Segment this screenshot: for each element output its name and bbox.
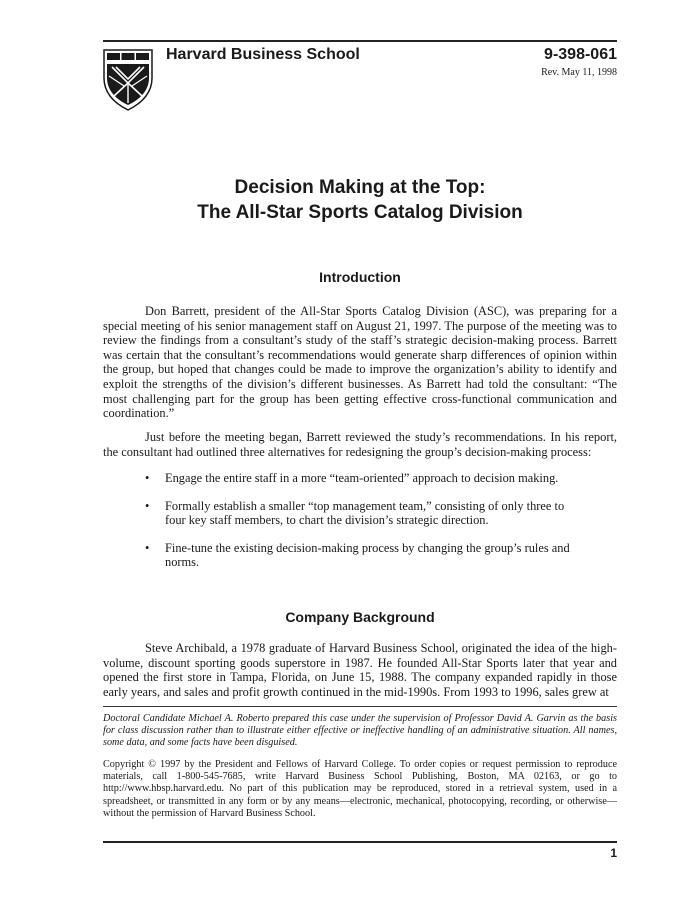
case-title-line-2: The All-Star Sports Catalog Division — [197, 202, 523, 223]
introduction-heading: Introduction — [319, 269, 401, 285]
list-item-text: Engage the entire staff in a more “team-oriented” approach to decision making. — [165, 471, 559, 485]
recommendations-list — [145, 471, 585, 583]
page-number: 1 — [610, 846, 617, 860]
list-item — [145, 499, 585, 528]
school-name: Harvard Business School — [166, 46, 360, 63]
harvard-shield-icon — [102, 48, 154, 112]
introduction-paragraph-1: Don Barrett, president of the All-Star Sports Catalog Division (ASC), was preparing for a special meeting of his senior management staff on August 21, 1997. The purpose of the meeting was to review the findings from a consultant’s study of the staff’s strategic decision-making process. Barrett was certain that the consultant’s recommendations would generate sharp differences of opinion within the group, but hoped that changes could be made to improve the organization’s ability to identify and exploit the strengths of the division’s different businesses. As Barrett had told the consultant: “The most challenging part for the group has been getting effective cross-functional communication and coordination.” — [103, 304, 617, 421]
list-item-text: Formally establish a smaller “top management team,” consisting of only three to four key staff members, to chart the division’s strategic direction. — [165, 498, 565, 528]
bullet-icon: • — [145, 498, 150, 513]
author-footnote: Doctoral Candidate Michael A. Roberto prepared this case under the supervision of Professor David A. Garvin as the basis for class discussion rather than to illustrate either effective or ineffective handling of an administrative situation. All names, some data, and some facts have been disguised. — [103, 713, 617, 749]
revision-date: Rev. May 11, 1998 — [541, 67, 617, 78]
bottom-rule — [103, 841, 617, 843]
top-rule — [103, 40, 617, 42]
bullet-icon: • — [145, 540, 150, 555]
list-item — [145, 471, 585, 486]
case-title-line-1: Decision Making at the Top: — [234, 177, 486, 198]
company-background-heading: Company Background — [285, 609, 435, 625]
introduction-paragraph-2: Just before the meeting began, Barrett reviewed the study’s recommendations. In his report, the consultant had outlined three alternatives for redesigning the group’s decision-making process: — [103, 430, 617, 459]
copyright-notice: Copyright © 1997 by the President and Fellows of Harvard College. To order copies or request permission to reproduce materials, call 1-800-545-7685, write Harvard Business School Publishing, Boston, MA 02163, or go to http://www.hbsp.harvard.edu. No part of this publication may be reproduced, stored in a retrieval system, used in a spreadsheet, or transmitted in any form or by any means—electronic, mechanical, photocopying, recording, or otherwise—without the permission of Harvard Business School. — [103, 759, 617, 819]
footnote-divider — [103, 706, 617, 707]
list-item — [145, 541, 585, 570]
bullet-icon: • — [145, 471, 150, 485]
company-background-paragraph-1: Steve Archibald, a 1978 graduate of Harvard Business School, originated the idea of the high-volume, discount sporting goods superstore in 1987. He founded All-Star Sports later that year and opened the first store in Tampa, Florida, on June 15, 1988. The company expanded rapidly in those early years, and sales and profit growth continued in the mid-1990s. From 1993 to 1996, sales grew at — [103, 641, 617, 699]
list-item-text: Fine-tune the existing decision-making process by changing the group’s rules and norms. — [165, 540, 570, 570]
case-number: 9-398-061 — [544, 46, 617, 63]
